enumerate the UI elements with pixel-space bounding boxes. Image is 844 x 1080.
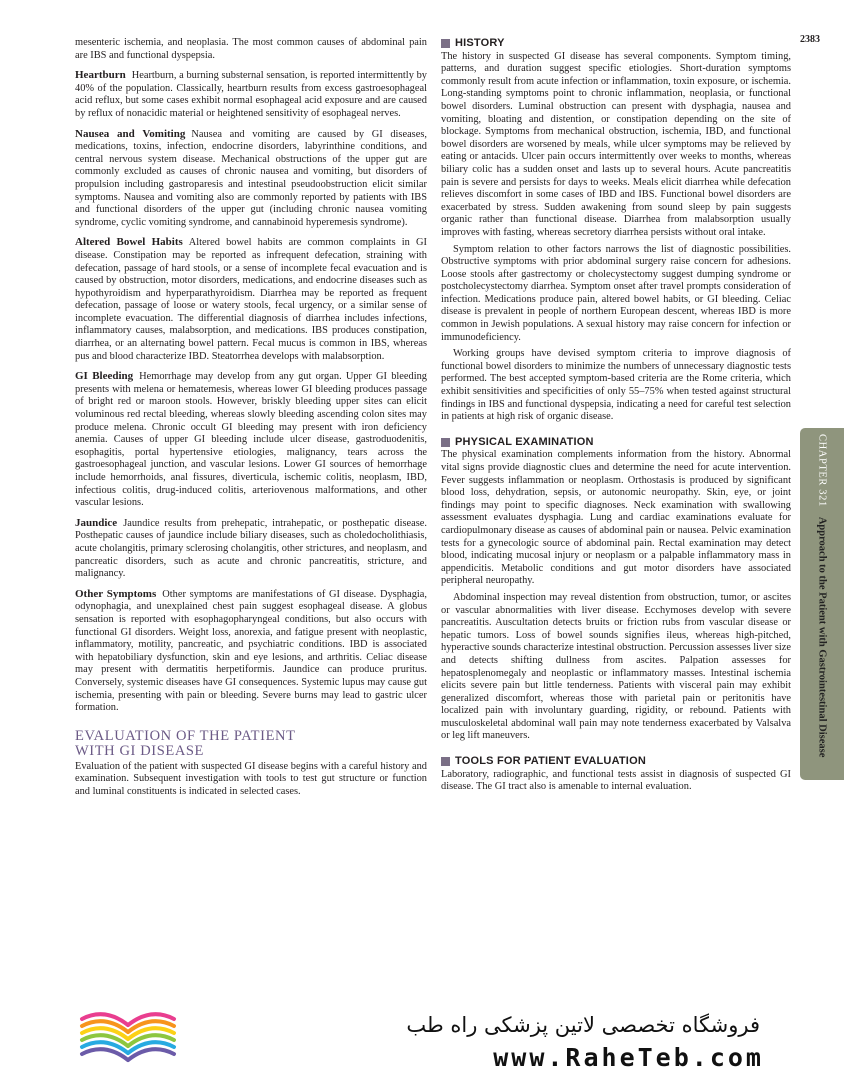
bowel-heading: Altered Bowel Habits <box>75 236 183 249</box>
heartburn-heading: Heartburn <box>75 69 126 82</box>
store-url: www.RaheTeb.com <box>493 1043 764 1072</box>
jaundice-paragraph <box>75 517 427 581</box>
chapter-tab-text <box>817 434 828 757</box>
physical-exam-paragraph-2: Abdominal inspection may reveal distention from obstruction, tumor, or ascites or vascular abnormalities with liver disease. Ecchymoses develop with severe pancreatitis. Auscultation detects bruits or friction rubs from vascular disease or hepatic tumors. Loss of bowel sounds signifies ileus, whereas high-pitched, hyperactive sounds characterize intestinal obstruction. Percussion assesses liver size and detects shifting dullness from ascites. Palpation assesses for hepatosplenomegaly and neoplastic or inflammatory masses. Intestinal ischemia elicits severe pain but little tenderness. Patients with visceral pain may exhibit generalized discomfort, whereas those with parietal pain or peritonitis have localized pain with involuntary guarding, rigidity, or rebound. Patients with musculoskeletal abdominal wall pain may note tenderness exacerbated by Valsalva or leg lift maneuvers. <box>441 591 791 742</box>
bleeding-heading: GI Bleeding <box>75 370 134 383</box>
square-bullet-icon <box>441 438 450 447</box>
page-fade-overlay <box>0 930 844 1000</box>
chapter-label: CHAPTER 321 <box>816 434 828 507</box>
nausea-text: Nausea and vomiting are caused by GI diseases, medications, toxins, infection, endocrine disorders, labyrinthine conditions, and central nervous system disease. Mechanical obstructions of the upper gut are commonly excluded as causes of chronic nausea and vomiting, but disorders of propulsion including gastroparesis and intestinal pseudoobstruction elicit similar symptoms. Nausea and vomiting also are commonly reported by patients with IBS and functional disorders of the upper gut (including chronic nausea vomiting syndrome, cyclic vomiting syndrome, and cannabinoid hyperemesis syndrome). <box>75 128 427 228</box>
logo-page-right <box>128 1049 174 1060</box>
physical-exam-paragraph-1: The physical examination complements information from the history. Abnormal vital signs provide diagnostic clues and determine the need for acute intervention. Fever suggests inflammation or neoplasm. Orthostasis is produced by significant blood loss, dehydration, sepsis, or autonomic neuropathy. Skin, eye, or joint findings may point to specific diagnoses. Neck examination with swallowing assessment evaluates dysphagia. Lung and cardiac examinations evaluate for cardiopulmonary disease as causes of abdominal pain or nausea. Pelvic examination tests for a gynecologic source of abdominal pain. Rectal examination may detect blood, indicating mucosal injury or neoplasm or a palpable inflammatory mass in appendicitis. Metabolic conditions and gut motor disorders have associated peripheral neuropathy. <box>441 449 791 587</box>
store-name: فروشگاه تخصصی لاتین پزشکی راه طب <box>406 1013 760 1037</box>
left-column <box>75 37 427 805</box>
tools-heading <box>441 755 791 768</box>
other-symptoms-paragraph <box>75 588 427 715</box>
heartburn-paragraph <box>75 69 427 120</box>
history-heading-label: HISTORY <box>455 37 505 49</box>
square-bullet-icon <box>441 757 450 766</box>
history-paragraph-3: Working groups have devised symptom criteria to improve diagnosis of functional bowel disorders to minimize the numbers of unnecessary diagnostic tests performed. The best accepted symptom-based criteria are the Rome criteria, which exhibit sensitivities and specificities of only 55–75% when tested against structural findings in IBS and functional dyspepsia, indicating a need for careful test selection in patients at high risk of organic disease. <box>441 348 791 423</box>
logo-page-left <box>82 1049 128 1060</box>
tools-heading-label: TOOLS FOR PATIENT EVALUATION <box>455 755 646 768</box>
nausea-heading: Nausea and Vomiting <box>75 127 186 140</box>
bowel-paragraph <box>75 236 427 363</box>
square-bullet-icon <box>441 39 450 48</box>
physical-exam-heading <box>441 436 791 449</box>
book-logo-icon <box>78 1005 178 1071</box>
chapter-tab <box>800 428 844 780</box>
history-paragraph-2: Symptom relation to other factors narrows the list of diagnostic possibilities. Obstructive symptoms with prior abdominal surgery raise concern for adhesions. Loose stools after gastrectomy or cholecystectomy suggest dumping syndrome or postcholecystectomy diarrhea. Symptom onset after travel prompts consideration of infection. Medications produce pain, altered bowel habits, or GI bleeding. Celiac disease is prevalent in people of northern European descent, whereas IBD is more common in Jewish populations. A sexual history may raise concern for infection or immunodeficiency. <box>441 243 791 343</box>
jaundice-text: Jaundice results from prehepatic, intrahepatic, or posthepatic disease. Posthepatic causes of jaundice include biliary diseases, such as choledocholithiasis, acute cholangitis, primary sclerosing cholangitis, other strictures, and neoplasm, and pancreatic disorders, such as acute and chronic pancreatitis, stricture, and malignancy. <box>75 517 427 580</box>
history-paragraph-1: The history in suspected GI disease has several components. Symptom timing, patterns, and duration suggest specific etiologies. Short-duration symptoms commonly result from acute infection or inflammation, toxin exposure, or ischemia. Long-standing symptoms point to chronic inflammation, neoplasia, or functional bowel disorders. Luminal obstruction can present with dysphagia, nausea and vomiting, bloating and distention, or constipation depending on the site of blockage. Symptoms from mechanical obstruction, ischemia, IBD, and functional bowel disorders are worsened by meals, while ulcer symptoms may be relieved by eating or antacids. Ulcer pain occurs intermittently over weeks to months, whereas biliary colic has a sudden onset and lasts up to several hours. Acute pancreatitis pain is severe and persists for days to weeks. Meals elicit diarrhea while defecation relieves discomfort in some cases of IBD and IBS. Functional bowel disorders are exacerbated by stress. Sudden awakening from sound sleep by pain suggests organic rather than functional disease. Diarrhea from malabsorption usually improves with fasting, whereas secretory diarrhea persists without oral intake. <box>441 50 791 238</box>
right-column <box>441 37 791 801</box>
heartburn-text: Heartburn, a burning substernal sensation, is reported intermittently by 40% of the population. Classically, heartburn results from excess gastroesophageal acid reflux, but some cases exhibit normal esophageal acid exposure and are caused by reflux of nonacidic material or heightened sensitivity of esophageal nerves. <box>75 70 427 119</box>
physical-exam-heading-label: PHYSICAL EXAMINATION <box>455 435 594 448</box>
bleeding-paragraph <box>75 370 427 510</box>
other-symptoms-text: Other symptoms are manifestations of GI disease. Dysphagia, odynophagia, and unexplained chest pain suggest esophageal disease. A globus sensation is reported with esophagopharyngeal conditions, but also occurs with functional GI disorders. Weight loss, anorexia, and fatigue present with neoplastic, inflammatory, motility, pancreatic, and psychiatric conditions. IBD is associated with hepatobiliary dysfunction, skin and eye lesions, and arthritis. Celiac disease may present with dermatitis herpetiformis. Jaundice can produce pruritus. Conversely, systemic diseases have GI consequences. Systemic lupus may cause gut ischemia, presenting with pain or bleeding. Severe burns may lead to gastric ulcer formation. <box>75 588 427 714</box>
jaundice-heading: Jaundice <box>75 516 118 529</box>
evaluation-heading-line2: WITH GI DISEASE <box>75 742 205 759</box>
tools-text: Laboratory, radiographic, and functional tests assist in diagnosis of suspected GI disease. The GI tract also is amenable to internal evaluation. <box>441 768 791 793</box>
evaluation-heading <box>75 729 427 759</box>
evaluation-heading-line1: EVALUATION OF THE PATIENT <box>75 727 296 744</box>
nausea-paragraph <box>75 128 427 230</box>
intro-paragraph: mesenteric ischemia, and neoplasia. The most common causes of abdominal pain are IBS and functional dyspepsia. <box>75 37 427 61</box>
bowel-text: Altered bowel habits are common complaints in GI disease. Constipation may be reported as infrequent defecation, straining with defecation, passage of hard stools, or a sense of incomplete fecal evacuation and is caused by obstruction, motor disorders, medications, and endocrine diseases such as hypothyroidism and hyperparathyroidism. Diarrhea may be reported as frequent defecation, passage of loose or watery stools, fecal urgency, or a similar sense of incomplete evacuation. The differential diagnosis of diarrhea includes infections, inflammatory causes, malabsorption, and medications. IBS produces constipation, diarrhea, or an alternating bowel pattern. Fecal mucus is common in IBS, whereas pus and blood characterize IBD. Steatorrhea develops with malabsorption. <box>75 237 427 362</box>
other-symptoms-heading: Other Symptoms <box>75 587 157 600</box>
watermark-banner <box>0 995 844 1080</box>
bleeding-text: Hemorrhage may develop from any gut organ. Upper GI bleeding presents with melena or hematemesis, whereas lower GI bleeding produces passage of bright red or maroon stools. However, briskly bleeding upper sites can elicit voluminous red rectal bleeding, whereas slowly bleeding ascending colon sites may produce melena. Chronic occult GI bleeding may present with iron deficiency anemia. Causes of upper GI bleeding include ulcer disease, gastroduodenitis, esophagitis, portal hypertensive etiologies, malignancy, tears across the gastroesophageal junction, and vascular lesions. Lower GI sources of hemorrhage include hemorrhoids, anal fissures, diverticula, ischemic colitis, neoplasm, IBD, infectious colitis, drug-induced colitis, arteriovenous malformations, and other vascular lesions. <box>75 371 427 509</box>
chapter-title: Approach to the Patient with Gastrointestinal Disease <box>816 516 828 758</box>
page-number: 2383 <box>800 34 820 45</box>
evaluation-text: Evaluation of the patient with suspected GI disease begins with a careful history and examination. Subsequent investigation with tools to test gut structure or function and luminal constituents is indicated in selected cases. <box>75 760 427 797</box>
history-heading <box>441 37 791 50</box>
